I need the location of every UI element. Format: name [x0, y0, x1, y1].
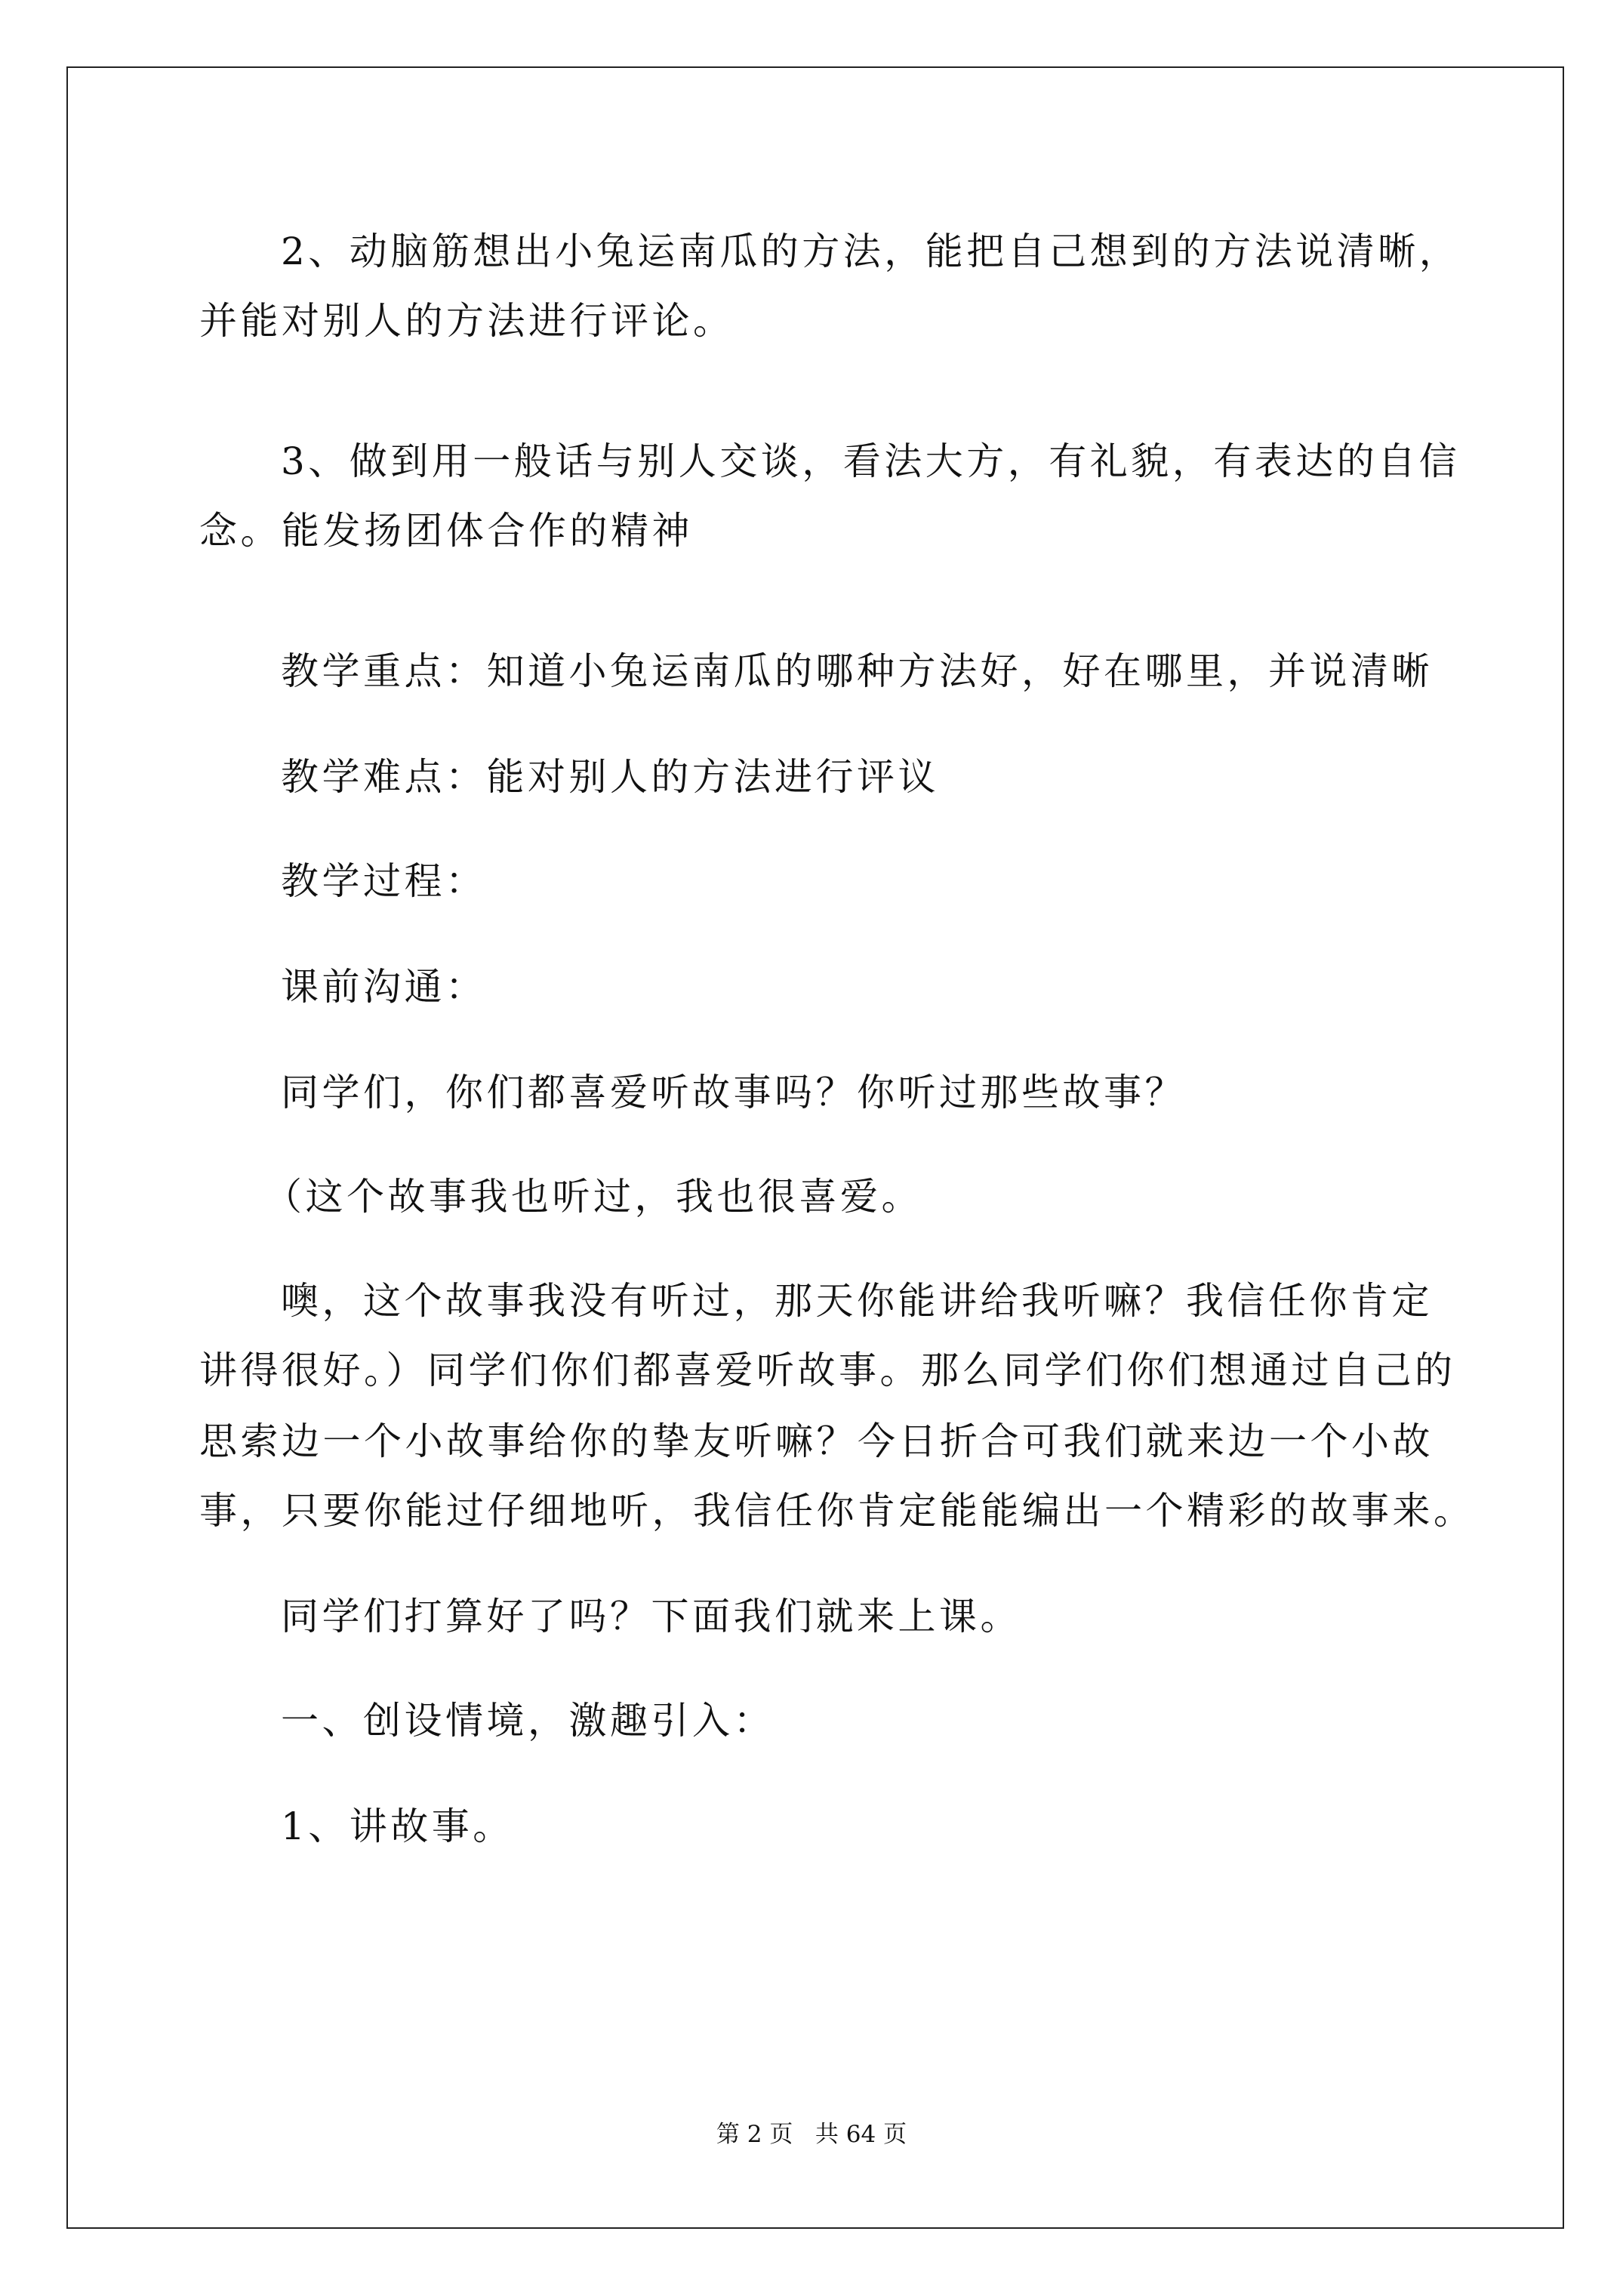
- text-line: 并能对别人的方法进行评论。: [199, 299, 735, 343]
- text-line: 课前沟通：: [281, 965, 487, 1009]
- text-line: 噢，这个故事我没有听过，那天你能讲给我听嘛？我信任你肯定: [281, 1279, 1433, 1323]
- text-line: 念。能发扬团体合作的精神: [199, 509, 693, 553]
- text-line: 教学难点：能对别人的方法进行评议: [281, 755, 939, 799]
- text-line: 1、讲故事。: [281, 1804, 514, 1848]
- text-line: 教学重点：知道小兔运南瓜的哪种方法好，好在哪里，并说清晰: [281, 649, 1433, 693]
- text-line: 2、动脑筋想出小兔运南瓜的方法，能把自己想到的方法说清晰，: [281, 230, 1461, 273]
- text-line: 同学们打算好了吗？下面我们就来上课。: [281, 1595, 1021, 1638]
- page-border: [66, 66, 1564, 2229]
- text-line: 事，只要你能过仔细地听，我信任你肯定能能编出一个精彩的故事来。: [199, 1489, 1475, 1533]
- text-line: 教学过程：: [281, 859, 487, 903]
- text-line: 同学们，你们都喜爱听故事吗？你听过那些故事？: [281, 1071, 1186, 1114]
- text-line: 3、做到用一般话与别人交谈，看法大方，有礼貌，有表达的自信: [281, 439, 1461, 483]
- text-line: 思索边一个小故事给你的挚友听嘛？今日折合可我们就来边一个小故: [199, 1419, 1434, 1463]
- page-number-footer: 第 2 页 共 64 页: [716, 2121, 907, 2148]
- text-line: 一、创设情境，激趣引入：: [281, 1699, 775, 1743]
- text-line: 讲得很好。）同学们你们都喜爱听故事。那么同学们你们想通过自己的: [199, 1348, 1456, 1392]
- text-line: （这个故事我也听过，我也很喜爱。: [264, 1175, 922, 1219]
